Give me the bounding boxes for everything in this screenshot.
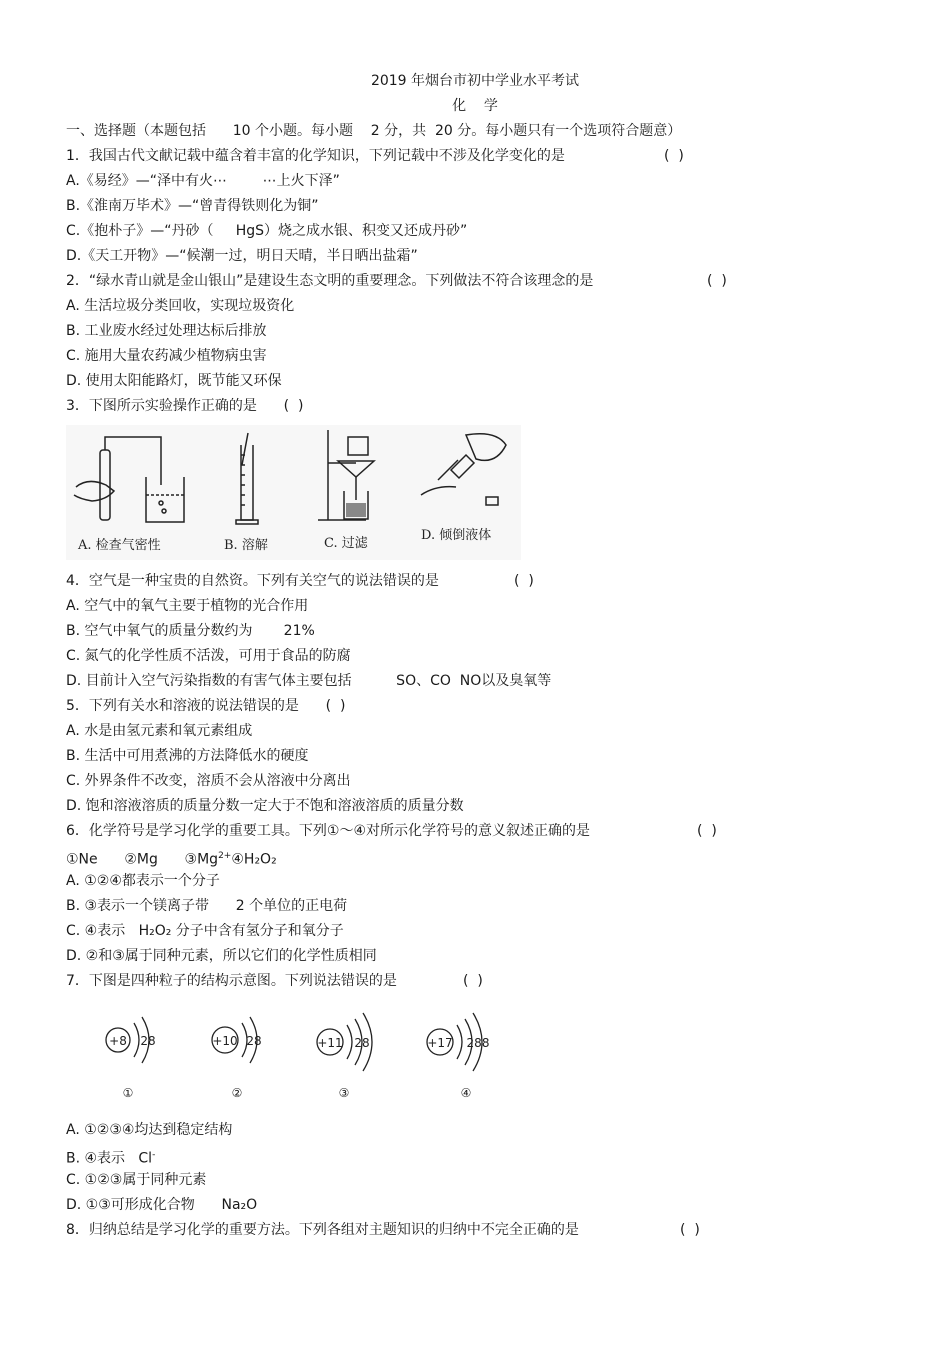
q1-option-d: D.《天工开物》—“候潮一过，明日天晴，半日晒出盐霜”	[66, 248, 418, 264]
airtightness-apparatus	[74, 437, 184, 522]
q5-option-b: B. 生活中可用煮沸的方法降低水的硬度	[66, 748, 309, 764]
q6-symbols-tail: ④H₂O₂	[231, 851, 277, 868]
q7-option-b-charge: -	[152, 1150, 156, 1160]
q5-option-d: D. 饱和溶液溶质的质量分数一定大于不饱和溶液溶质的质量分数	[66, 798, 464, 814]
q2-option-b: B. 工业废水经过处理达标后排放	[66, 323, 267, 339]
nucleus-4: +17	[427, 1036, 453, 1050]
q6-option-d: D. ②和③属于同种元素，所以它们的化学性质相同	[66, 948, 377, 964]
q4-option-b: B. 空气中氧气的质量分数约为 21%	[66, 623, 315, 639]
q3-stem: 3．下图所示实验操作正确的是 ( )	[66, 398, 304, 414]
q1-option-c: C.《抱朴子》—“丹砂（ HgS）烧之成水银、积变又还成丹砂”	[66, 223, 468, 239]
q7-option-d: D. ①③可形成化合物 Na₂O	[66, 1197, 258, 1213]
nucleus-3: +11	[317, 1036, 343, 1050]
filtration-apparatus	[318, 430, 374, 520]
q4-option-a: A. 空气中的氧气主要于植物的光合作用	[66, 598, 309, 614]
q7-stem: 7．下图是四种粒子的结构示意图。下列说法错误的是	[66, 973, 397, 989]
q5-stem: 5．下列有关水和溶液的说法错误的是 ( )	[66, 698, 346, 714]
q7-option-b	[66, 1146, 155, 1168]
q7-option-c: C. ①②③属于同种元素	[66, 1172, 207, 1188]
q7-option-b-text: B. ④表示 Cl	[66, 1150, 153, 1167]
q6-option-b: B. ③表示一个镁离子带 2 个单位的正电荷	[66, 898, 348, 914]
atom-diagrams	[90, 1005, 510, 1105]
section-heading: 一、选择题（本题包括 10 个小题。每小题 2 分，共 20 分。每小题只有一个选项符合题意）	[66, 123, 682, 139]
shells-1: 28	[140, 1034, 156, 1048]
q7-answer-paren: ( )	[463, 973, 483, 989]
q2-option-d: D. 使用太阳能路灯，既节能又环保	[66, 373, 282, 389]
q4-option-d: D. 目前计入空气污染指数的有害气体主要包括 SO、CO NO以及臭氧等	[66, 673, 552, 689]
q6-symbols	[66, 847, 277, 869]
lab-operations-figure	[66, 425, 521, 560]
atom-label-2: ②	[231, 1086, 243, 1100]
q6-stem: 6．化学符号是学习化学的重要工具。下列①～④对所示化学符号的意义叙述正确的是	[66, 823, 591, 839]
q8-stem: 8．归纳总结是学习化学的重要方法。下列各组对主题知识的归纳中不完全正确的是	[66, 1222, 579, 1238]
q2-answer-paren: ( )	[707, 273, 727, 289]
q2-stem: 2．“绿水青山就是金山银山”是建设生态文明的重要理念。下列做法不符合该理念的是	[66, 273, 594, 289]
q1-option-a: A.《易经》—“泽中有火⋯ ⋯上火下泽”	[66, 173, 340, 189]
shells-4: 288	[466, 1036, 490, 1050]
q6-option-a: A. ①②④都表示一个分子	[66, 873, 220, 889]
q4-option-c: C. 氮气的化学性质不活泼，可用于食品的防腐	[66, 648, 351, 664]
atom-label-1: ①	[122, 1086, 134, 1100]
q4-stem: 4．空气是一种宝贵的自然资。下列有关空气的说法错误的是	[66, 573, 439, 589]
q4-answer-paren: ( )	[514, 573, 534, 589]
q6-option-c: C. ④表示 H₂O₂ 分子中含有氢分子和氧分子	[66, 923, 344, 939]
q1-answer-paren: ( )	[664, 148, 684, 164]
q6-answer-paren: ( )	[697, 823, 717, 839]
exam-title: 2019 年烟台市初中学业水平考试	[370, 73, 580, 89]
q8-answer-paren: ( )	[680, 1222, 700, 1238]
q6-charge-superscript: 2+	[218, 851, 232, 861]
q7-option-a: A. ①②③④均达到稳定结构	[66, 1122, 233, 1138]
atom-label-3: ③	[338, 1086, 350, 1100]
caption-b: B. 溶解	[224, 538, 268, 553]
atom-label-4: ④	[460, 1086, 472, 1100]
q1-stem: 1．我国古代文献记载中蕴含着丰富的化学知识，下列记载中不涉及化学变化的是	[66, 148, 565, 164]
subject-title: 化 学	[452, 98, 498, 114]
caption-c: C. 过滤	[324, 536, 368, 551]
graduated-cylinder	[236, 433, 258, 524]
shells-3: 28	[354, 1036, 370, 1050]
q5-option-a: A. 水是由氢元素和氧元素组成	[66, 723, 253, 739]
shells-2: 28	[246, 1034, 262, 1048]
q6-symbols-main: ①Ne ②Mg ③Mg	[66, 851, 219, 868]
nucleus-2: +10	[212, 1034, 238, 1048]
q2-option-c: C. 施用大量农药减少植物病虫害	[66, 348, 267, 364]
nucleus-1: +8	[109, 1034, 127, 1048]
q2-option-a: A. 生活垃圾分类回收，实现垃圾资化	[66, 298, 295, 314]
q1-option-b: B.《淮南万毕术》—“曾青得铁则化为铜”	[66, 198, 319, 214]
caption-d: D. 倾倒液体	[421, 528, 492, 543]
q5-option-c: C. 外界条件不改变，溶质不会从溶液中分离出	[66, 773, 351, 789]
atom-structure-figure	[90, 1005, 510, 1105]
caption-a: A. 检查气密性	[78, 538, 161, 553]
lab-apparatus-drawing	[66, 425, 521, 560]
pouring-apparatus	[421, 434, 506, 505]
